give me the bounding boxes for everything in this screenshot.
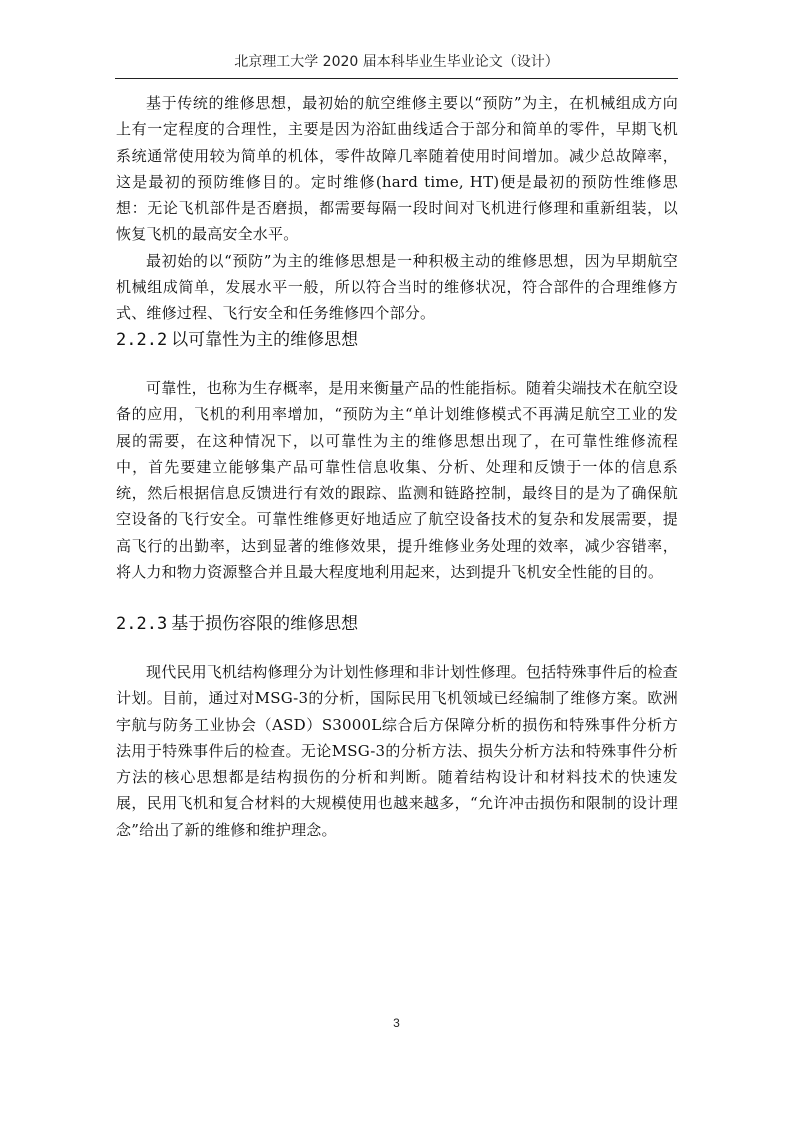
page-number: 3: [393, 1016, 400, 1030]
section-2-2-3-body: [116, 659, 678, 843]
section-2-2-2-body: [116, 375, 678, 585]
body-paragraph: 现代民用飞机结构修理分为计划性修理和非计划性修理。包括特殊事件后的检查计划。目前，通过对MSG-3的分析，国际民用飞机领域已经编制了维修方案。欧洲宇航与防务工业协会（ASD）S3000L综合后方保障分析的损伤和特殊事件分析方法用于特殊事件后的检查。无论MSG-3的分析方法、损失分析方法和特殊事件分析方法的核心思想都是结构损伤的分析和判断。随着结构设计和材料技术的快速发展，民用飞机和复合材料的大规模使用也越来越多，“允许冲击损伤和限制的设计理念”给出了新的维修和维护理念。: [116, 663, 679, 839]
header-title: 北京理工大学 2020 届本科毕业生毕业论文（设计）: [234, 54, 559, 70]
section-title: 以可靠性为主的维修思想: [171, 330, 359, 350]
section-heading-2-2-2: [116, 328, 678, 352]
body-paragraph: 基于传统的维修思想，最初始的航空维修主要以“预防”为主，在机械组成方向上有一定程度的合理性，主要是因为浴缸曲线适合于部分和简单的零件，早期飞机系统通常使用较为简单的机体，零件故障几率随着使用时间增加。减少总故障率，这是最初的预防维修目的。定时维修(hard time, HT)便是最初的预防性维修思想：无论飞机部件是否磨损，都需要每隔一段时间对飞机进行修理和重新组装，以恢复飞机的最高安全水平。: [116, 94, 678, 244]
intro-section: [116, 90, 678, 327]
body-paragraph: 最初始的以“预防”为主的维修思想是一种积极主动的维修思想，因为早期航空机械组成简单，发展水平一般，所以符合当时的维修状况，符合部件的合理维修方式、维修过程、飞行安全和任务维修四个部分。: [116, 251, 678, 323]
section-number: 2.2.2: [116, 330, 168, 350]
section-heading-2-2-3: [116, 612, 678, 636]
body-paragraph: 可靠性，也称为生存概率，是用来衡量产品的性能指标。随着尖端技术在航空设备的应用，飞机的利用率增加，“预防为主“单计划维修模式不再满足航空工业的发展的需要，在这种情况下，以可靠性为主的维修思想出现了，在可靠性维修流程中，首先要建立能够集产品可靠性信息收集、分析、处理和反馈于一体的信息系统，然后根据信息反馈进行有效的跟踪、监测和链路控制，最终目的是为了确保航空设备的飞行安全。可靠性维修更好地适应了航空设备技术的复杂和发展需要，提高飞行的出勤率，达到显著的维修效果，提升维修业务处理的效率，减少容错率，将人力和物力资源整合并且最大程度地利用起来，达到提升飞机安全性能的目的。: [116, 379, 679, 582]
section-title: 基于损伤容限的维修思想: [171, 614, 359, 634]
page-header: [115, 50, 678, 79]
section-number: 2.2.3: [116, 614, 168, 634]
